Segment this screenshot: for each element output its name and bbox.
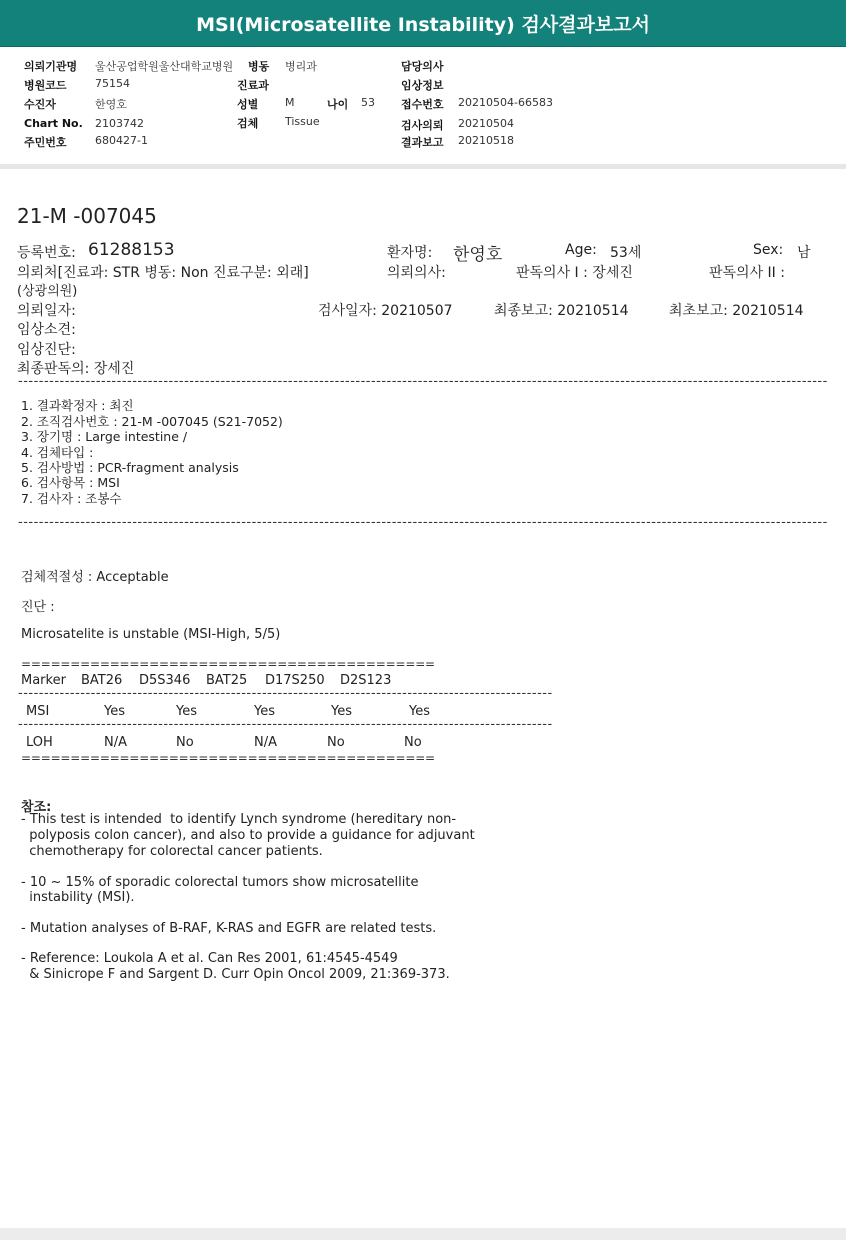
list-item: 7. 검사자 : 조봉수 (21, 491, 122, 506)
pathologist-2: 판독의사 II : (709, 265, 785, 281)
clinical-findings: 임상소견: (17, 322, 76, 338)
sex-label: Sex: (753, 242, 784, 258)
reference-line: - Reference: Loukola A et al. Can Res 2001, 61:4545-4549 (21, 951, 398, 966)
registration-number: 61288153 (88, 240, 175, 260)
table-cell: N/A (104, 735, 127, 750)
table-rule: ------------------------------------------------------------------------------------------------------- (18, 717, 553, 732)
list-item: 5. 검사방법 : PCR-fragment analysis (21, 460, 239, 475)
registration-label: 등록번호: (17, 245, 76, 261)
final-report-date: 최종보고: 20210514 (494, 303, 629, 319)
reference-line: - This test is intended to identify Lynch syndrome (hereditary non- (21, 812, 457, 827)
table-header-cell: Marker (21, 673, 66, 688)
table-header-cell: D17S250 (265, 673, 325, 688)
report-title-bar (0, 0, 846, 47)
table-cell: Yes (409, 704, 430, 719)
table-cell: LOH (26, 735, 53, 750)
reference-line: instability (MSI). (21, 890, 135, 905)
first-report-date: 최초보고: 20210514 (669, 303, 804, 319)
list-item: 3. 장기명 : Large intestine / (21, 429, 188, 444)
patient-name: 한영호 (453, 245, 503, 265)
bottom-scroll-area (0, 1228, 846, 1240)
sex-value: 남 (797, 245, 811, 261)
reference-line: - 10 ~ 15% of sporadic colorectal tumors show microsatellite (21, 875, 419, 890)
report-title: MSI(Microsatellite Instability) 검사결과보고서 (196, 13, 650, 36)
diagnosis-text: Microsatelite is unstable (MSI-High, 5/5) (21, 627, 281, 642)
pathologist-1: 판독의사 I : 장세진 (516, 265, 633, 281)
test-date: 검사일자: 20210507 (318, 303, 453, 319)
table-rule: ------------------------------------------------------------------------------------------------------- (18, 686, 553, 701)
reference-line: polyposis colon cancer), and also to provide a guidance for adjuvant (21, 828, 475, 843)
list-item: 2. 조직검사번호 : 21-M -007045 (S21-7052) (21, 414, 283, 429)
table-cell: Yes (176, 704, 197, 719)
final-pathologist: 최종판독의: 장세진 (17, 361, 135, 377)
patient-name-label: 환자명: (387, 245, 433, 261)
clinical-diagnosis: 임상진단: (17, 342, 76, 358)
age-value: 53세 (610, 245, 642, 261)
table-cell: Yes (331, 704, 352, 719)
table-cell: N/A (254, 735, 277, 750)
table-cell: No (404, 735, 422, 750)
table-cell: MSI (26, 704, 50, 719)
case-number: 21-M -007045 (17, 204, 157, 228)
table-cell: Yes (104, 704, 125, 719)
table-header-cell: BAT25 (206, 673, 248, 688)
dash-divider-1: ------------------------------------------------------------------------------------------------------------------------------------------------------------ (18, 374, 828, 389)
referring-doctor: 의뢰의사: (387, 265, 446, 281)
age-label: Age: (565, 242, 597, 258)
list-item: 6. 검사항목 : MSI (21, 475, 120, 490)
list-item: 1. 결과확정자 : 최진 (21, 398, 134, 413)
list-item: 4. 검체타입 : (21, 445, 94, 460)
header-divider (0, 164, 846, 169)
table-rule-top: ========================================== (21, 657, 435, 671)
table-cell: No (176, 735, 194, 750)
clinic-name: (상광의원) (17, 284, 78, 299)
reference-line: chemotherapy for colorectal cancer patients. (21, 844, 323, 859)
referral-info: 의뢰처[진료과: STR 병동: Non 진료구분: 외래] (17, 265, 309, 281)
dash-divider-2: ------------------------------------------------------------------------------------------------------------------------------------------------------------ (18, 515, 828, 530)
table-cell: Yes (254, 704, 275, 719)
table-header-cell: BAT26 (81, 673, 123, 688)
table-header-cell: D5S346 (139, 673, 191, 688)
table-cell: No (327, 735, 345, 750)
table-rule-bottom: ========================================== (21, 751, 435, 765)
specimen-adequacy: 검체적절성 : Acceptable (21, 570, 169, 585)
reference-line: & Sinicrope F and Sargent D. Curr Opin Oncol 2009, 21:369-373. (21, 967, 450, 982)
request-date: 의뢰일자: (17, 303, 76, 319)
reference-label: 참조: (21, 800, 52, 815)
reference-line: - Mutation analyses of B-RAF, K-RAS and EGFR are related tests. (21, 921, 437, 936)
table-header-cell: D2S123 (340, 673, 392, 688)
diagnosis-label: 진단 : (21, 600, 55, 615)
